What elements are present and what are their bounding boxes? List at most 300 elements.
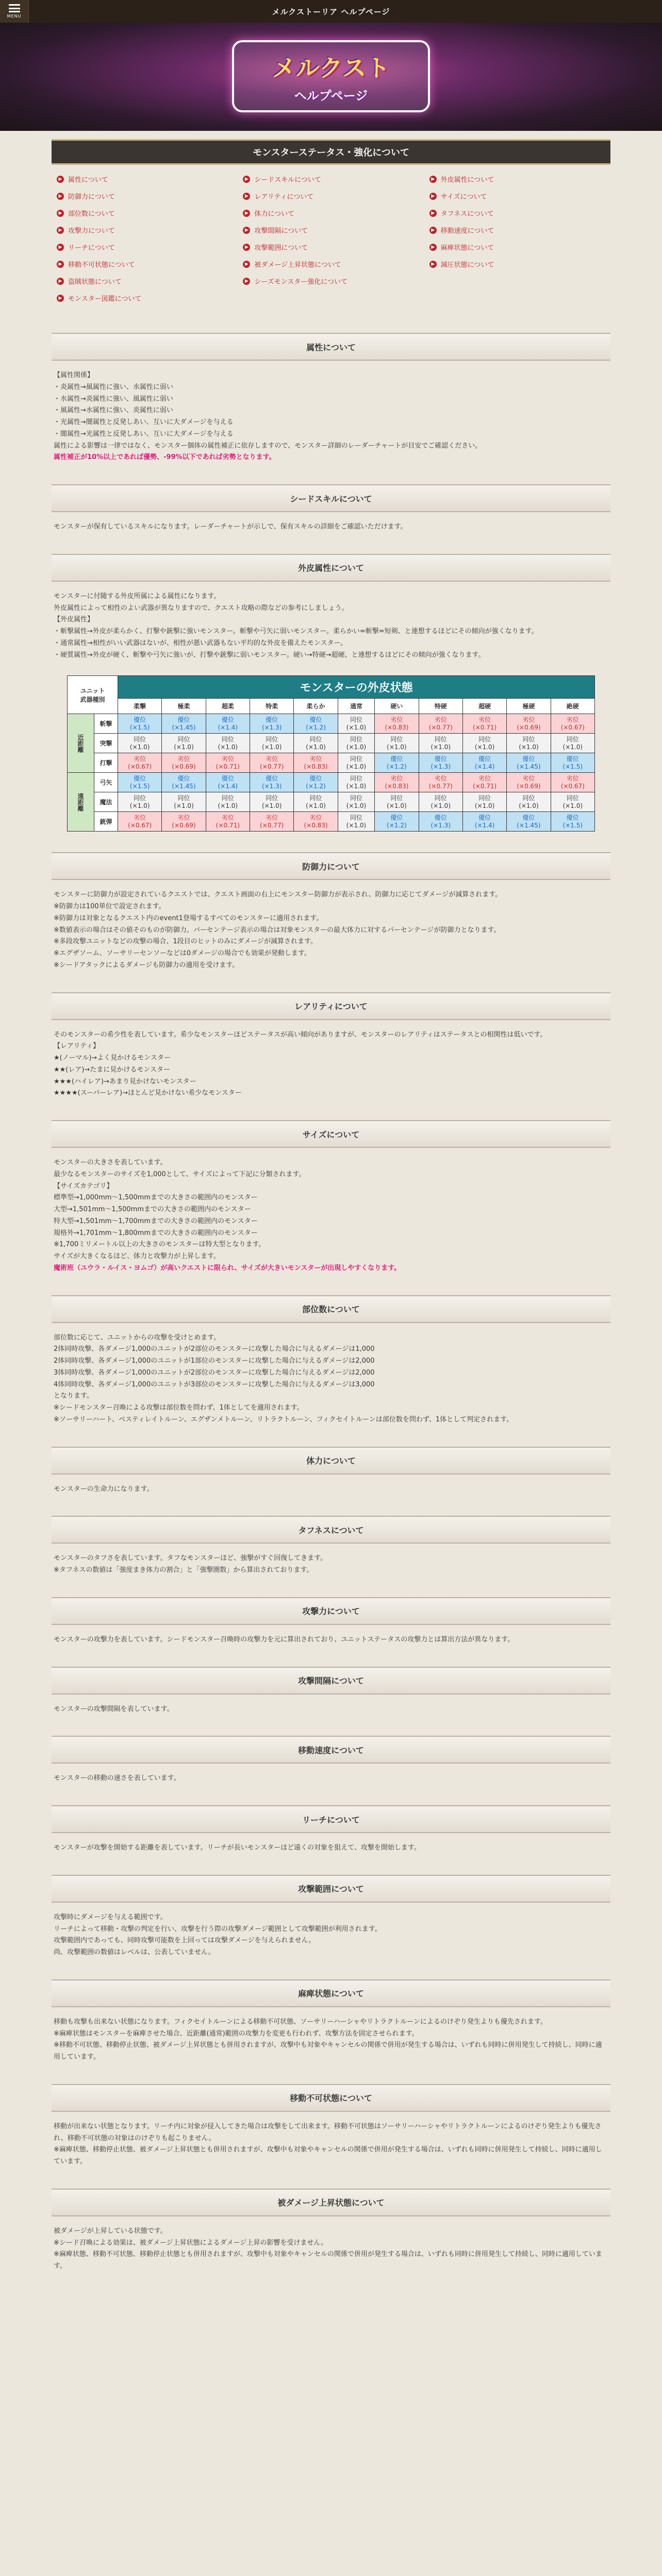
toc-link[interactable] [57, 276, 233, 286]
table-cell [375, 734, 419, 753]
cell-multiplier: (×1.3) [431, 762, 451, 770]
cell-rating: 優位 [309, 716, 322, 723]
cell-rating: 劣位 [266, 755, 278, 762]
cell-multiplier: (×1.0) [346, 802, 367, 809]
table-cell [419, 812, 462, 832]
table-cell [118, 753, 162, 773]
cell-multiplier: (×0.67) [560, 782, 585, 790]
toc-link[interactable] [243, 208, 419, 218]
cell-rating: 同位 [522, 794, 535, 802]
row-group-label: 遠距離 [68, 773, 94, 832]
cell-multiplier: (×0.83) [304, 762, 328, 770]
cell-multiplier: (×1.0) [174, 743, 194, 751]
chevron-right-icon: ▶ [243, 227, 250, 234]
cell-rating: 劣位 [478, 716, 491, 723]
cell-multiplier: (×1.5) [562, 821, 583, 829]
section-text: モンスターの攻撃間隔を表しています。 [54, 1705, 174, 1713]
table-cell [118, 734, 162, 753]
section-heading: 攻撃間隔について [52, 1667, 610, 1694]
cell-rating: 同位 [478, 794, 491, 802]
toc-link-label: レアリティについて [254, 193, 314, 201]
table-cell [375, 812, 419, 832]
cell-multiplier: (×1.0) [346, 762, 367, 770]
cell-rating: 同位 [134, 794, 146, 802]
row-header: 銃弾 [94, 812, 118, 832]
cell-multiplier: (×1.0) [562, 802, 583, 809]
section-atkint [52, 1667, 610, 1716]
toc-link[interactable] [57, 259, 233, 269]
menu-label: MENU [7, 14, 22, 19]
toc-link[interactable] [57, 242, 233, 252]
toc-link[interactable] [243, 259, 419, 269]
cell-multiplier: (×0.67) [128, 821, 152, 829]
section-text: モンスターが攻撃を開始する距離を表しています。リーチが長いモンスターほど遠くの対象を狙えて、攻撃を開始します。 [54, 1844, 421, 1852]
menu-button[interactable] [0, 0, 29, 23]
table-row [68, 773, 595, 792]
table-cell [462, 714, 506, 734]
toc-link[interactable] [57, 191, 233, 201]
section-text: モンスターに防御力が設定されているクエストでは、クエスト画面の右上にモンスター防御力が表示され、防御力に応じてダメージが減算されます。 ※防御力は100単位で設定されます。 ※防御力は対象となるクエスト内のevent1登場するすべてのモンスターに適用されます。 ※数値表示の場合はその値そのものが防御力。パーセンテージ表示の場合は対象モンスターの最大体力に対するパーセンテージが防御力となります。 ※多段攻撃ユニットなどの攻撃の場合、1段目のヒットのみにダメージが減算されます。 ※エグザソーム、ソーサリーセンソーなどは0ダメージの場合でも効果が発動します。 ※シードアタックによるダメージも防御力の適用を受けます。 [54, 891, 502, 969]
cell-rating: 優位 [390, 814, 403, 821]
cell-multiplier: (×1.2) [306, 782, 326, 790]
column-header: 柔撃 [118, 699, 162, 714]
cell-multiplier: (×1.0) [306, 802, 326, 809]
section-text: モンスターの生命力になります。 [54, 1485, 154, 1493]
table-cell [338, 734, 375, 753]
cell-multiplier: (×1.0) [129, 802, 150, 809]
cell-multiplier: (×0.69) [517, 782, 541, 790]
toc-link-label: 麻痺状態について [440, 244, 494, 252]
cell-multiplier: (×1.4) [474, 762, 495, 770]
top-bar [0, 0, 662, 23]
toc-link-label: リーチについて [68, 244, 115, 252]
section-heading: 属性について [52, 333, 610, 361]
table-cell [507, 773, 551, 792]
toc-link[interactable] [57, 174, 233, 184]
help-logo [232, 40, 430, 112]
table-of-contents [52, 165, 610, 312]
cell-rating: 優位 [566, 755, 579, 762]
table-cell [294, 773, 338, 792]
section-heading: 麻痺状態について [52, 1979, 610, 2007]
toc-link[interactable] [429, 259, 605, 269]
table-cell [375, 773, 419, 792]
row-header: 斬撃 [94, 714, 118, 734]
table-cell [551, 812, 594, 832]
cell-rating: 優位 [434, 755, 447, 762]
cell-rating: 同位 [350, 774, 362, 782]
main-content [52, 139, 610, 2273]
cell-rating: 同位 [478, 735, 491, 743]
cell-rating: 劣位 [522, 716, 535, 723]
cell-rating: 優位 [478, 814, 491, 821]
cell-multiplier: (×1.0) [387, 743, 407, 751]
toc-link[interactable] [57, 293, 233, 303]
table-title: モンスターの外皮状態 [118, 676, 595, 699]
cell-multiplier: (×1.0) [129, 743, 150, 751]
toc-link[interactable] [429, 174, 605, 184]
row-header: 打撃 [94, 753, 118, 773]
table-cell [294, 714, 338, 734]
cell-multiplier: (×1.2) [387, 821, 407, 829]
cell-multiplier: (×0.71) [216, 821, 240, 829]
cell-rating: 優位 [221, 774, 234, 782]
cell-multiplier: (×1.3) [431, 821, 451, 829]
toc-link-label: 移動速度について [440, 227, 494, 235]
section-text: モンスターの攻撃力を表しています。シードモンスター召喚時の攻撃力を元に算出されており、ユニットステータスの攻撃力とは算出方法が異なります。 [54, 1635, 515, 1643]
section-heading: 攻撃力について [52, 1597, 610, 1625]
section-text: そのモンスターの希少性を表しています。希少なモンスターほどステータスが高い傾向がありますが、モンスターのレアリティはステータスとの相関性は低いです。 【レアリティ】 ★(ノーマル)→よく見かけるモンスター ★★(レア)→たまに見かけるモンスター ★★★(ハイレア)→あまり見かけないモンスター ★★★★(スーパーレア)→ほとんど見かけない希少なモンスター [54, 1030, 547, 1097]
table-cell [338, 812, 375, 832]
table-cell [162, 773, 206, 792]
column-header: 特柔 [250, 699, 294, 714]
table-row [68, 753, 595, 773]
cell-rating: 同位 [221, 794, 234, 802]
cell-multiplier: (×0.71) [216, 762, 240, 770]
chevron-right-icon: ▶ [429, 176, 437, 183]
section-note: 魔術班（ユウラ・ルイス・ヨムゴ）が高いクエストに限られ、サイズが大きいモンスターが出現しやすくなります。 [54, 1264, 401, 1272]
toc-link[interactable] [243, 225, 419, 235]
toc-link[interactable] [429, 208, 605, 218]
table-cell [375, 714, 419, 734]
cell-multiplier: (×0.67) [560, 723, 585, 731]
column-header: 極硬 [507, 699, 551, 714]
section-parts [52, 1295, 610, 1426]
chevron-right-icon: ▶ [429, 261, 437, 268]
table-cell [162, 753, 206, 773]
cell-multiplier: (×0.77) [428, 723, 453, 731]
cell-multiplier: (×0.77) [260, 762, 284, 770]
cell-multiplier: (×0.77) [428, 782, 453, 790]
chevron-right-icon: ▶ [243, 244, 250, 251]
table-cell [206, 734, 250, 753]
cell-rating: 劣位 [566, 716, 579, 723]
section-text: 【属性関係】 ・炎属性→風属性に強い、水属性に弱い ・水属性→炎属性に強い、風属性に弱い ・風属性→水属性に強い、炎属性に弱い ・光属性→闇属性と反発しあい、互いに大ダメージを与える ・闇属性→光属性と反発しあい、互いに大ダメージを与える [54, 371, 234, 438]
column-header: 柔らか [294, 699, 338, 714]
toc-link-label: シーズモンスター強化について [254, 278, 348, 286]
toc-link-label: 移動不可状態について [68, 261, 135, 269]
cell-rating: 同位 [434, 794, 447, 802]
cell-multiplier: (×1.0) [346, 743, 367, 751]
section-heading: 防御力について [52, 852, 610, 880]
table-cell [250, 753, 294, 773]
chevron-right-icon: ▶ [57, 244, 64, 251]
section-seed [52, 484, 610, 533]
table-cell [462, 773, 506, 792]
table-cell [250, 812, 294, 832]
table-row [68, 714, 595, 734]
section-move [52, 1736, 610, 1785]
cell-multiplier: (×1.5) [562, 762, 583, 770]
cell-rating: 優位 [266, 716, 278, 723]
section-rarity [52, 992, 610, 1100]
table-cell [462, 792, 506, 812]
section-heading: 移動不可状態について [52, 2084, 610, 2112]
hero-banner [0, 23, 662, 131]
cell-multiplier: (×1.0) [346, 723, 367, 731]
table-cell [551, 714, 594, 734]
cell-rating: 同位 [350, 755, 362, 762]
chevron-right-icon: ▶ [243, 210, 250, 217]
row-header: 弓矢 [94, 773, 118, 792]
logo-line-1: メルクスト [272, 54, 390, 82]
cell-rating: 劣位 [309, 814, 322, 821]
cell-rating: 劣位 [522, 774, 535, 782]
cell-multiplier: (×0.83) [385, 723, 409, 731]
cell-multiplier: (×0.69) [172, 762, 196, 770]
cell-multiplier: (×1.4) [474, 821, 495, 829]
cell-multiplier: (×1.0) [474, 802, 495, 809]
section-attr [52, 333, 610, 464]
cell-multiplier: (×1.5) [129, 782, 150, 790]
cell-multiplier: (×1.0) [519, 743, 539, 751]
cell-multiplier: (×1.0) [387, 802, 407, 809]
chevron-right-icon: ▶ [243, 193, 250, 200]
table-cell [419, 714, 462, 734]
section-hp [52, 1447, 610, 1496]
cell-rating: 同位 [350, 814, 362, 821]
cell-multiplier: (×1.45) [172, 782, 196, 790]
section-text: モンスターに付随する外皮所属による属性になります。 外皮属性によって相性のよい武器が異なりますので、クエスト攻略の際などの参考にしましょう。 【外皮属性】 ・斬撃属性→外皮が柔らかく、打撃や銃撃に強いモンスター。斬撃や弓矢に弱いモンスター。柔らかい=斬撃=短剣、と連想するほどにその傾向が強くなります。 ・通常属性→相性がいい武器はないが、相性が悪い武器もない平均的な外皮を備えたモンスター。 ・硬質属性→外皮が硬く、斬撃や弓矢に強いが、打撃や銃撃に弱いモンスター。硬い→特硬→超硬、と連想するほどにその傾向が強くなります。 [54, 592, 538, 659]
table-cell [462, 753, 506, 773]
cell-rating: 優位 [522, 755, 535, 762]
cell-rating: 優位 [177, 774, 190, 782]
chevron-right-icon: ▶ [57, 278, 64, 285]
cell-rating: 同位 [309, 735, 322, 743]
cell-multiplier: (×0.83) [385, 782, 409, 790]
cell-multiplier: (×1.0) [346, 782, 367, 790]
cell-multiplier: (×0.83) [304, 821, 328, 829]
section-text: モンスターの大きさを表しています。 最少なるモンスターのサイズを1,000として、サイズによって下記に分類されます。 【サイズカテゴリ】 標準型→1,000mm〜1,500mmまでの大きさの範囲内のモンスター 大型→1,501mm〜1,500mmまでの大きさの範囲内のモンスター 特大型→1,501mm〜1,700mmまでの大きさの範囲内のモンスター 規格外→1,701mm〜1,800mmまでの大きさの範囲内のモンスター ※1,700ミリメートル以上の大きさのモンスターは特大型となります。 サイズが大きくなるほど、体力と攻撃力が上昇します。 [54, 1159, 306, 1260]
logo-line-2: ヘルプページ [294, 88, 368, 103]
section-heading: 部位数について [52, 1295, 610, 1323]
toc-link-label: 攻撃範囲について [254, 244, 308, 252]
toc-link[interactable] [243, 191, 419, 201]
section-heading: 被ダメージ上昇状態について [52, 2189, 610, 2216]
toc-link[interactable] [57, 208, 233, 218]
toc-link[interactable] [243, 276, 419, 286]
cell-rating: 同位 [266, 794, 278, 802]
section-heading: 攻撃範囲について [52, 1875, 610, 1903]
toc-link[interactable] [243, 174, 419, 184]
section-heading: 移動速度について [52, 1736, 610, 1764]
cell-multiplier: (×1.0) [261, 802, 282, 809]
cell-multiplier: (×1.45) [172, 723, 196, 731]
toc-link-label: 盗賊状態について [68, 278, 122, 286]
cell-rating: 劣位 [266, 814, 278, 821]
table-cell [338, 753, 375, 773]
toc-link[interactable] [57, 225, 233, 235]
row-header: 魔法 [94, 792, 118, 812]
table-cell [551, 734, 594, 753]
table-cell [338, 792, 375, 812]
table-cell [206, 773, 250, 792]
cell-rating: 劣位 [434, 716, 447, 723]
cell-rating: 優位 [566, 814, 579, 821]
cell-multiplier: (×1.5) [129, 723, 150, 731]
section-reach [52, 1805, 610, 1854]
cell-rating: 同位 [390, 735, 403, 743]
cell-rating: 優位 [478, 755, 491, 762]
cell-rating: 同位 [566, 794, 579, 802]
toc-link-label: 部位数について [68, 210, 115, 218]
section-heading: 体力について [52, 1447, 610, 1475]
chevron-right-icon: ▶ [243, 261, 250, 268]
column-header: 極柔 [162, 699, 206, 714]
section-atk [52, 1597, 610, 1646]
section-defense [52, 852, 610, 971]
toc-link-label: 攻撃間隔について [254, 227, 308, 235]
table-cell [551, 753, 594, 773]
table-cell [419, 773, 462, 792]
cell-rating: 優位 [221, 716, 234, 723]
table-cell [419, 753, 462, 773]
cell-rating: 劣位 [390, 774, 403, 782]
chevron-right-icon: ▶ [429, 244, 437, 251]
toc-link-label: タフネスについて [440, 210, 494, 218]
section-text: モンスターが保有しているスキルになります。レーダーチャートが示しで、保有スキルの詳細をご確認いただけます。 [54, 523, 407, 531]
table-cell [507, 714, 551, 734]
section-tough [52, 1516, 610, 1577]
cell-multiplier: (×0.77) [260, 821, 284, 829]
section-heading: サイズについて [52, 1120, 610, 1148]
cell-rating: 同位 [350, 735, 362, 743]
cell-multiplier: (×1.0) [346, 821, 367, 829]
cell-rating: 同位 [266, 735, 278, 743]
cell-rating: 優位 [134, 774, 146, 782]
cell-rating: 劣位 [177, 814, 190, 821]
cell-multiplier: (×1.2) [387, 762, 407, 770]
toc-link-label: シードスキルについて [254, 176, 321, 184]
column-header: 絶硬 [551, 699, 594, 714]
section-note: 属性による影響は一律ではなく、モンスター個体の属性補正に依存しますので、モンスター詳細のレーダーチャートが目安でご確認ください。 [54, 442, 482, 450]
table-cell [462, 812, 506, 832]
cell-rating: 同位 [350, 794, 362, 802]
cell-multiplier: (×0.71) [473, 723, 497, 731]
cell-rating: 同位 [134, 735, 146, 743]
toc-link-label: モンスター図鑑について [68, 295, 142, 303]
cell-rating: 劣位 [134, 814, 146, 821]
table-cell [250, 792, 294, 812]
table-cell [507, 734, 551, 753]
table-cell [375, 792, 419, 812]
cell-rating: 劣位 [566, 774, 579, 782]
hamburger-icon [9, 4, 20, 12]
cell-multiplier: (×1.0) [431, 743, 451, 751]
cell-rating: 劣位 [177, 755, 190, 762]
table-cell [250, 734, 294, 753]
section-skin [52, 554, 610, 832]
table-cell [162, 714, 206, 734]
table-cell [462, 734, 506, 753]
cell-rating: 同位 [177, 735, 190, 743]
toc-link[interactable] [429, 225, 605, 235]
section-heading: シードスキルについて [52, 484, 610, 512]
cell-rating: 優位 [390, 755, 403, 762]
table-cell [551, 792, 594, 812]
column-header: 通常 [338, 699, 375, 714]
cell-rating: 同位 [390, 794, 403, 802]
toc-link-label: 攻撃力について [68, 227, 115, 235]
section-heading: タフネスについて [52, 1516, 610, 1544]
cell-multiplier: (×1.3) [261, 723, 282, 731]
toc-link[interactable] [429, 191, 605, 201]
cell-multiplier: (×1.0) [174, 802, 194, 809]
chevron-right-icon: ▶ [57, 176, 64, 183]
site-title: メルクストーリア ヘルプページ [272, 7, 390, 16]
row-group-label: 近距離 [68, 714, 94, 773]
chevron-right-icon: ▶ [57, 261, 64, 268]
toc-link-label: 被ダメージ上昇状態について [254, 261, 341, 269]
section-note: 属性補正が10%以上であれば優勢、-99%以下であれば劣勢となります。 [54, 453, 276, 462]
cell-multiplier: (×0.67) [128, 762, 152, 770]
chevron-right-icon: ▶ [429, 227, 437, 234]
table-cell [206, 753, 250, 773]
cell-multiplier: (×1.45) [517, 762, 541, 770]
table-cell [419, 792, 462, 812]
cell-rating: 優位 [434, 814, 447, 821]
cell-multiplier: (×1.0) [218, 802, 238, 809]
table-row [68, 812, 595, 832]
table-cell [507, 753, 551, 773]
cell-rating: 劣位 [390, 716, 403, 723]
cell-rating: 劣位 [221, 814, 234, 821]
chevron-right-icon: ▶ [243, 176, 250, 183]
chevron-right-icon: ▶ [57, 193, 64, 200]
chevron-right-icon: ▶ [243, 278, 250, 285]
column-header: 超柔 [206, 699, 250, 714]
cell-multiplier: (×1.0) [218, 743, 238, 751]
cell-multiplier: (×1.0) [474, 743, 495, 751]
toc-link[interactable] [243, 242, 419, 252]
table-cell [118, 773, 162, 792]
row-header: 突撃 [94, 734, 118, 753]
table-cell [162, 734, 206, 753]
cell-multiplier: (×1.0) [431, 802, 451, 809]
cell-multiplier: (×1.0) [519, 802, 539, 809]
table-cell [162, 792, 206, 812]
cell-rating: 同位 [434, 735, 447, 743]
table-cell [375, 753, 419, 773]
table-cell [419, 734, 462, 753]
cell-rating: 優位 [134, 716, 146, 723]
section-text: 移動も攻撃も出来ない状態になります。フィクセイトルーンによる移動不可状態、ソーサリーハーシャやリトラクトルーンによるのけぞり発生よりも優先されます。 ※麻痺状態はモンスターを麻痺させた場合、近距離(通常)範囲の攻撃力を変更も行われず、攻撃方法を固定させられます。 ※移動不可状態、移動停止状態、被ダメージ上昇状態とも併用されますが、攻撃中も対象やキャンセルの関係で併用が発生する場合は、いずれも同時に併用発生して持続し、同時に適用しています。 [54, 2018, 602, 2061]
toc-link-label: 防御力について [68, 193, 115, 201]
toc-link[interactable] [429, 242, 605, 252]
chevron-right-icon: ▶ [57, 295, 64, 302]
table-cell [118, 792, 162, 812]
section-text: 攻撃時にダメージを与える範囲です。 リーチによって移動・攻撃の判定を行い、攻撃を行う際の攻撃ダメージ範囲として攻撃範囲が利用されます。 攻撃範囲内であっても、同時攻撃可能数を上回っては攻撃ダメージを与えられません。 尚、攻撃範囲の数値はレベルは、公表していません。 [54, 1913, 382, 1956]
table-row [68, 792, 595, 812]
cell-multiplier: (×1.45) [517, 821, 541, 829]
table-cell [250, 773, 294, 792]
chevron-right-icon: ▶ [429, 210, 437, 217]
table-cell [206, 792, 250, 812]
chevron-right-icon: ▶ [429, 193, 437, 200]
column-header: 特硬 [419, 699, 462, 714]
chevron-right-icon: ▶ [57, 227, 64, 234]
cell-multiplier: (×1.3) [261, 782, 282, 790]
section-text: モンスターのタフさを表しています。タフなモンスターほど、強撃がすぐ回復してきます。 ※タフネスの数値は「強度まき体力の割合」と「強撃圏数」から算出されております。 [54, 1554, 327, 1574]
section-text: 部位数に応じて、ユニットからの攻撃を受けとめます。 2体同時攻撃、各ダメージ1,000のユニットが2部位のモンスターに攻撃した場合に与えるダメージは1,000 2体同時攻撃、各ダメージ1,000のユニットが1部位のモンスターに攻撃した場合に与えるダメージは2,000 3体同時攻撃、各ダメージ1,000のユニットが2部位のモンスターに攻撃した場合に与えるダメージは2,000 4体同時攻撃、各ダメージ1,000のユニットが3部位のモンスターに攻撃した場合に与えるダメージは3,000 となります。 ※シードモンスター召喚による攻撃は部位数を問わず、1体としてを適用されます。 ※ソーサリーハート、ベスティレイトルーン、エグザンメトルーン、リトラクトルーン、フィクセイトルーンは部位数を問わず、1体として判定されます。 [54, 1333, 514, 1423]
section-nomove [52, 2084, 610, 2168]
section-heading: 外皮属性について [52, 554, 610, 582]
section-text: モンスターの移動の速さを表しています。 [54, 1774, 180, 1783]
cell-multiplier: (×0.69) [517, 723, 541, 731]
toc-link-label: 外皮属性について [440, 176, 494, 184]
cell-rating: 劣位 [478, 774, 491, 782]
resist-table-wrapper [67, 675, 595, 832]
